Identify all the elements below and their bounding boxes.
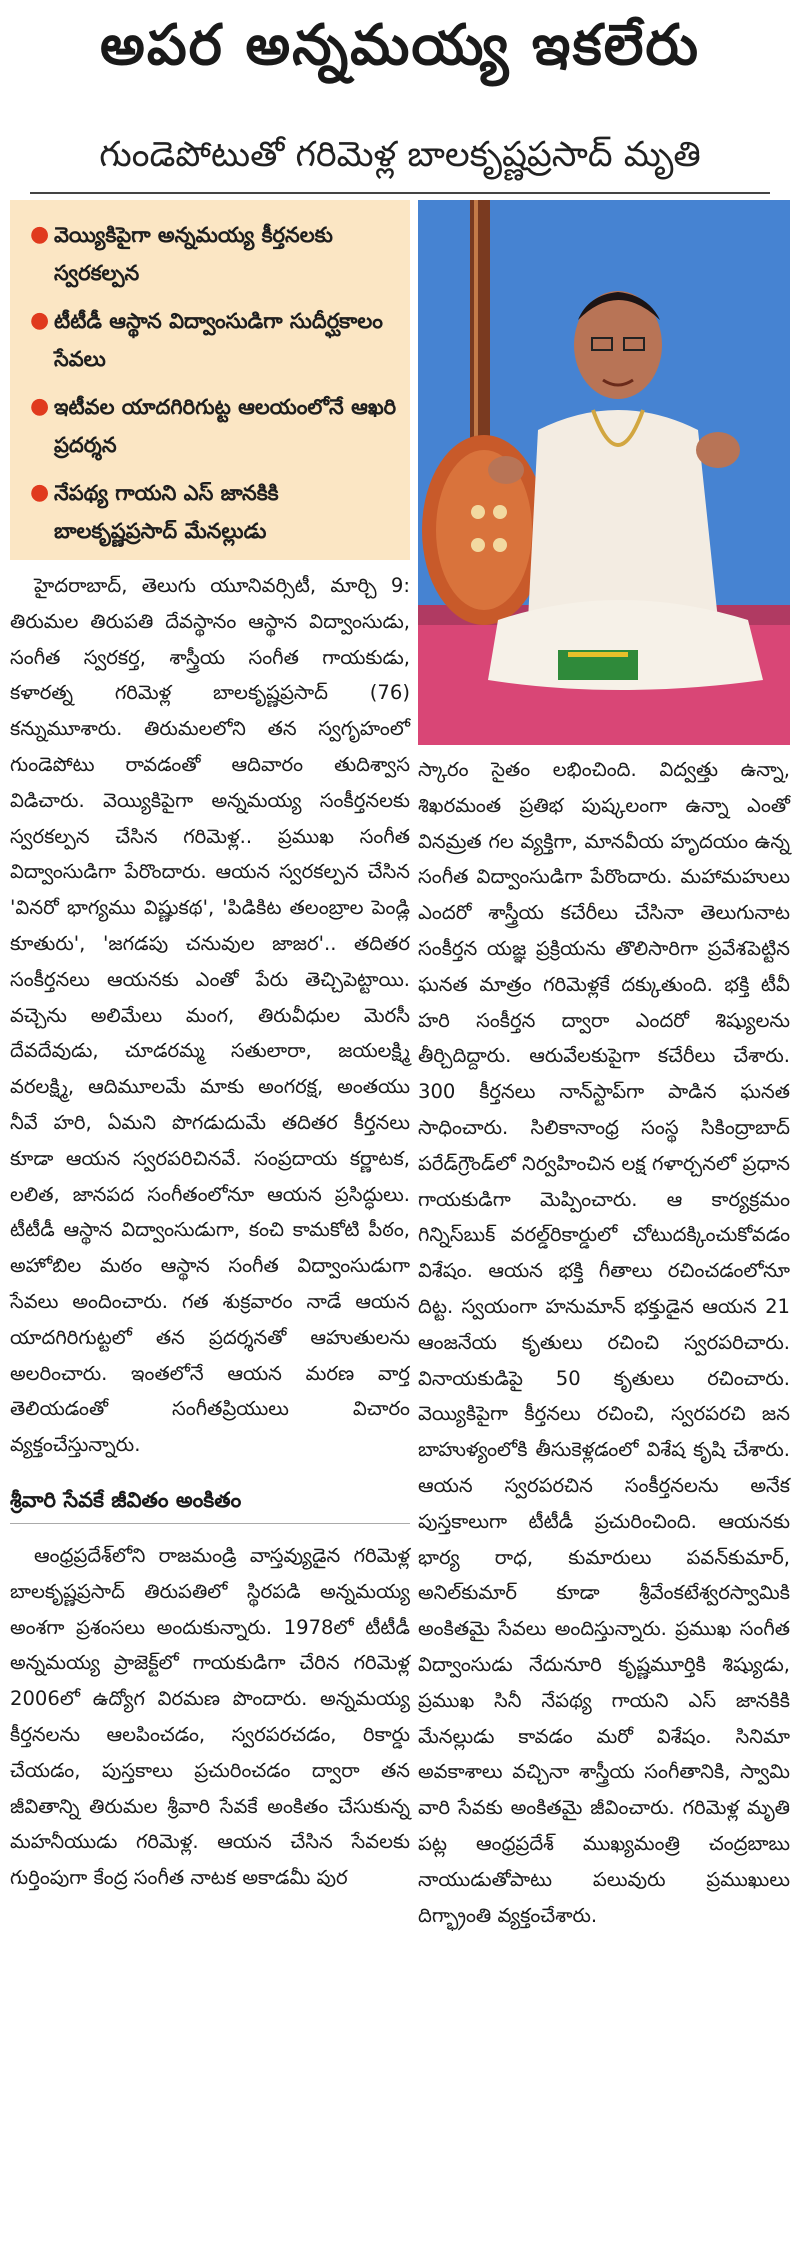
musician-with-tanpura-icon — [418, 200, 790, 745]
article-column-left — [10, 568, 410, 1896]
article-column-right — [418, 752, 790, 1933]
highlight-text: ఇటీవల యాదగిరిగుట్ట ఆలయంలోనే ఆఖరి ప్రదర్శన — [54, 395, 397, 457]
divider — [30, 192, 770, 194]
bullet-icon: ● — [30, 308, 50, 333]
headline: అపర అన్నమయ్య ఇకలేరు — [100, 13, 700, 78]
highlight-text: వెయ్యికిపైగా అన్నమయ్య కీర్తనలకు స్వరకల్పన — [54, 223, 333, 285]
bullet-icon: ● — [30, 480, 50, 505]
subheadline: గుండెపోటుతో గరిమెళ్ల బాలకృష్ణప్రసాద్ మృతి — [99, 135, 701, 175]
highlight-item — [30, 216, 400, 292]
article-paragraph: ఆంధ్రప్రదేశ్‌లోని రాజమండ్రి వాస్తవ్యుడైన గరిమెళ్ల బాలకృష్ణప్రసాద్ తిరుపతిలో స్థిరపడి అన్నమయ్య అంశగా ప్రశంసలు అందుకున్నారు. 1978లో టీటీడీ అన్నమయ్య ప్రాజెక్ట్‌లో గాయకుడిగా చేరిన గరిమెళ్ల 2006లో ఉద్యోగ విరమణ పొందారు. అన్నమయ్య కీర్తనలను ఆలపించడం, స్వరపరచడం, రికార్డు చేయడం, పుస్తకాలు ప్రచురించడం ద్వారా తన జీవితాన్ని తిరుమల శ్రీవారి సేవకే అంకితం చేసుకున్న మహనీయుడు గరిమెళ్ల. ఆయన చేసిన సేవలకు గుర్తింపుగా కేంద్ర సంగీత నాటక అకాడమీ పుర — [10, 1543, 410, 1890]
article-paragraph: స్కారం సైతం లభించింది. విద్వత్తు ఉన్నా, శిఖరమంత ప్రతిభ పుష్కలంగా ఉన్నా ఎంతో వినమ్రత గల వ్యక్తిగా, మానవీయ హృదయం ఉన్న సంగీత విద్వాంసుడిగా పేరొందారు. మహామహులు ఎందరో శాస్త్రీయ కచేరీలు చేసినా తెలుగునాట సంకీర్తన యజ్ఞ ప్రక్రియను తొలిసారిగా ప్రవేశపెట్టిన ఘనత మాత్రం గరిమెళ్లకే దక్కుతుంది. భక్తి టీవీ హరి సంకీర్తన ద్వారా ఎందరో శిష్యులను తీర్చిదిద్దారు. ఆరువేలకుపైగా కచేరీలు చేశారు. 300 కీర్తనలు నాన్‌స్టాప్‌గా పాడిన ఘనత సాధించారు. సిలికానాంధ్ర సంస్థ సికింద్రాబాద్ పరేడ్‌గ్రౌండ్‌లో నిర్వహించిన లక్ష గళార్చనలో ప్రధాన గాయకుడిగా మెప్పించారు. ఆ కార్యక్రమం గిన్నిస్‌బుక్ వరల్డ్‌రికార్డులో చోటుదక్కించుకోవడం విశేషం. ఆయన భక్తి గీతాలు రచించడంలోనూ దిట్ట. స్వయంగా హనుమాన్ భక్తుడైన ఆయన 21 ఆంజనేయ కృతులు రచించి స్వరపరిచారు. వినాయకుడిపై 50 కృతులు రచించారు. వెయ్యికిపైగా కీర్తనలు రచించి, స్వరపరచి జన బాహుళ్యంలోకి తీసుకెళ్లడంలో విశేష కృషి చేశారు. ఆయన స్వరపరచిన సంకీర్తనలను అనేక పుస్తకాలుగా టీటీడీ ప్రచురించింది. ఆయనకు భార్య రాధ, కుమారులు పవన్‌కుమార్, అనిల్‌కుమార్ కూడా శ్రీవేంకటేశ్వరస్వామికి అంకితమై సేవలు అందిస్తున్నారు. ప్రముఖ సంగీత విద్వాంసుడు నేదునూరి కృష్ణమూర్తికి శిష్యుడు, ప్రముఖ సినీ నేపథ్య గాయని ఎస్ జానకికి మేనల్లుడు కావడం మరో విశేషం. సినిమా అవకాశాలు వచ్చినా శాస్త్రీయ సంగీతానికి, స్వామి వారి సేవకు అంకితమై జీవించారు. గరిమెళ్ల మృతి పట్ల ఆంధ్రప్రదేశ్ ముఖ్యమంత్రి చంద్రబాబు నాయుడుతోపాటు పలువురు ప్రముఖులు దిగ్భ్రాంతి వ్యక్తంచేశారు. — [418, 758, 790, 1927]
section-heading: శ్రీవారి సేవకే జీవితం అంకితం — [10, 1481, 410, 1524]
highlight-text: టీటీడీ ఆస్థాన విద్వాంసుడిగా సుదీర్ఘకాలం సేవలు — [54, 309, 383, 371]
bullet-icon: ● — [30, 394, 50, 419]
article-paragraph: హైదరాబాద్, తెలుగు యూనివర్సిటీ, మార్చి 9: తిరుమల తిరుపతి దేవస్థానం ఆస్థాన విద్వాంసుడు, సంగీత స్వరకర్త, శాస్త్రీయ సంగీత గాయకుడు, కళారత్న గరిమెళ్ల బాలకృష్ణప్రసాద్ (76) కన్నుమూశారు. తిరుమలలోని తన స్వగృహంలో గుండెపోటు రావడంతో ఆదివారం తుదిశ్వాస విడిచారు. వెయ్యికిపైగా అన్నమయ్య సంకీర్తనలకు స్వరకల్పన చేసిన గరిమెళ్ల.. ప్రముఖ సంగీత విద్వాంసుడిగా పేరొందారు. ఆయన స్వరకల్పన చేసిన 'వినరో భాగ్యము విష్ణుకథ', 'పిడికిట తలంబ్రాల పెండ్లి కూతురు', 'జగడపు చనువుల జాజర'.. తదితర సంకీర్తనలు ఆయనకు ఎంతో పేరు తెచ్చిపెట్టాయి. వచ్చెను అలిమేలు మంగ, తిరువీధుల మెరసీ దేవదేవుడు, చూడరమ్మ సతులారా, జయలక్ష్మి వరలక్ష్మి, ఆదిమూలమే మాకు అంగరక్ష, అంతయు నీవే హరి, ఏమని పొగడుదుమే తదితర కీర్తనలు కూడా ఆయన స్వరపరిచినవే. సంప్రదాయ కర్ణాటక, లలిత, జానపద సంగీతంలోనూ ఆయన ప్రసిద్ధులు. టీటీడీ ఆస్థాన విద్వాంసుడుగా, కంచి కామకోటి పీఠం, అహోబిల మఠం ఆస్థాన సంగీత విద్వాంసుడుగా సేవలు అందించారు. గత శుక్రవారం నాడే ఆయన యాదగిరిగుట్టలో తన ప్రదర్శనతో ఆహుతులను అలరించారు. ఇంతలోనే ఆయన మరణ వార్త తెలియడంతో సంగీతప్రియులు విచారం వ్యక్తంచేస్తున్నారు. — [10, 574, 410, 1457]
highlight-item — [30, 474, 400, 550]
highlight-text: నేపథ్య గాయని ఎస్ జానకికి బాలకృష్ణప్రసాద్ మేనల్లుడు — [54, 481, 279, 543]
highlight-item — [30, 302, 400, 378]
musician-photo — [418, 200, 790, 745]
bullet-icon: ● — [30, 222, 50, 247]
highlight-item — [30, 388, 400, 464]
highlights-box — [10, 200, 410, 560]
